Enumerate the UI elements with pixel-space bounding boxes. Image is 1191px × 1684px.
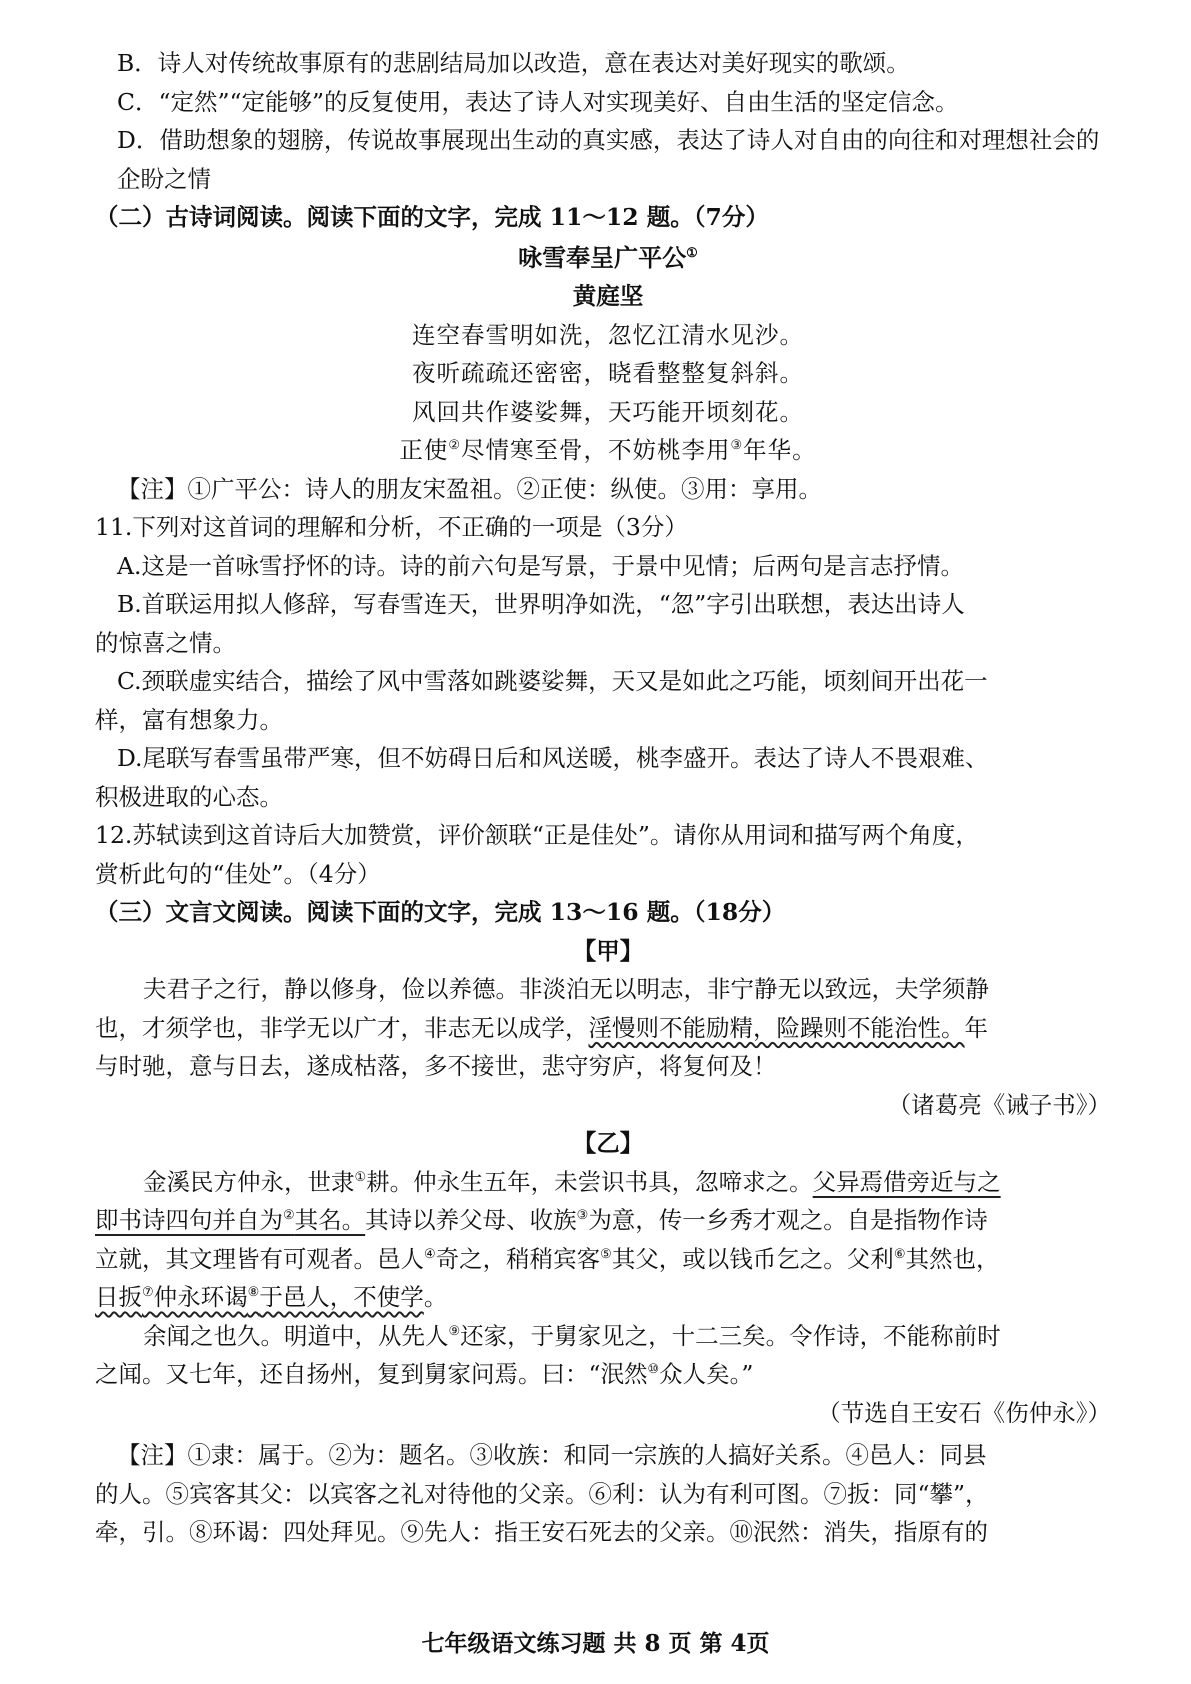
q10-option-c: C．“定然”“定能够”的反复使用，表达了诗人对实现美好、自由生活的坚定信念。 — [117, 87, 959, 116]
section2-heading: （二）古诗词阅读。阅读下面的文字，完成 11～12 题。（7分） — [95, 203, 769, 231]
passage-yi-note-line1: 【注】①隶：属于。②为：题名。③收族：和同一宗族的人搞好关系。④邑人：同县 — [117, 1441, 987, 1469]
q11-option-c-line1: C.颈联虚实结合，描绘了风中雪落如跳婆娑舞，天又是如此之巧能，顷刻间开出花一 — [117, 667, 988, 695]
q11-option-b-line1: B.首联运用拟人修辞，写春雪连天，世界明净如洗，“忽”字引出联想，表达出诗人 — [117, 590, 965, 618]
q11-option-a: A.这是一首咏雪抒怀的诗。诗的前六句是写景，于景中见情；后两句是言志抒情。 — [117, 551, 964, 580]
q11-option-d-line2: 积极进取的心态。 — [95, 782, 283, 811]
passage-jia-line1: 夫君子之行，静以修身，俭以养德。非淡泊无以明志，非宁静无以致远，夫学须静 — [143, 975, 989, 1003]
passage-yi-line4: 日扳⑦仲永环谒⑧于邑人，不使学。 — [95, 1283, 448, 1311]
passage-yi-line3: 立就，其文理皆有可观者。邑人④奇之，稍稍宾客⑤其父，或以钱币乞之。父利⑥其然也， — [95, 1244, 1000, 1273]
passage-yi-line2: 即书诗四句并自为②其名。其诗以养父母、收族③为意，传一乡秀才观之。自是指物作诗 — [95, 1206, 988, 1234]
passage-jia-source: （诸葛亮《诫子书》） — [887, 1090, 1111, 1119]
passage-yi-note-line2: 的人。⑤宾客其父：以宾客之礼对待他的父亲。⑥利：认为有利可图。⑦扳：同“攀”， — [95, 1479, 989, 1508]
q11-option-b-line2: 的惊喜之情。 — [95, 628, 236, 657]
poem-author: 黄庭坚 — [572, 282, 644, 310]
q12-line2: 赏析此句的“佳处”。（4分） — [95, 859, 381, 888]
q10-option-b: B．诗人对传统故事原有的悲剧结局加以改造，意在表达对美好现实的歌颂。 — [117, 49, 910, 77]
q11-stem: 11.下列对这首词的理解和分析，不正确的一项是（3分） — [95, 513, 688, 541]
q12-line1: 12.苏轼读到这首诗后大加赞赏，评价颔联“正是佳处”。请你从用词和描写两个角度， — [95, 821, 979, 849]
q11-option-c-line2: 样，富有想象力。 — [95, 705, 283, 734]
poem-line-4: 正使②尽情寒至骨，不妨桃李用③年华。 — [399, 436, 817, 464]
poem-note: 【注】①广平公：诗人的朋友宋盈祖。②正使：纵使。③用：享用。 — [117, 474, 822, 503]
passage-yi-line5: 余闻之也久。明道中，从先人⑨还家，于舅家见之，十二三矣。令作诗，不能称前时 — [143, 1321, 1001, 1350]
underlined-sentence-1-cont: 即书诗四句并自为②其名。 — [95, 1206, 366, 1234]
passage-yi-note-line3: 牵，引。⑧环谒：四处拜见。⑨先人：指王安石死去的父亲。⑩泯然：消失，指原有的 — [95, 1518, 988, 1546]
wavy-underlined-sentence-2: 日扳⑦仲永环谒⑧于邑人，不使学 — [95, 1283, 424, 1311]
section3-heading: （三）文言文阅读。阅读下面的文字，完成 13～16 题。（18分） — [95, 898, 786, 926]
page-footer: 七年级语文练习题 共 8 页 第 4页 — [421, 1630, 770, 1657]
poem-line-1: 连空春雪明如洗，忽忆江清水见沙。 — [412, 320, 804, 349]
poem-line-2: 夜听疏疏还密密，晓看整整复斜斜。 — [412, 359, 804, 387]
passage-jia-line2: 也，才须学也，非学无以广才，非志无以成学，淫慢则不能励精，险躁则不能治性。年 — [95, 1013, 988, 1042]
passage-yi-line1: 金溪民方仲永，世隶①耕。仲永生五年，未尝识书具，忽啼求之。父异焉借旁近与之 — [143, 1167, 1001, 1196]
passage-yi-line6: 之闻。又七年，还自扬州，复到舅家问焉。曰：“泯然⑩众人矣。” — [95, 1360, 754, 1388]
passage-yi-source: （节选自王安石《伤仲永》） — [817, 1398, 1111, 1427]
passage-yi-label: 【乙】 — [572, 1129, 644, 1157]
poem-title: 咏雪奉呈广平公① — [518, 242, 698, 272]
passage-jia-label: 【甲】 — [572, 936, 644, 965]
underlined-sentence-1: 父异焉借旁近与之 — [812, 1167, 1001, 1196]
wavy-underlined-sentence: 淫慢则不能励精，险躁则不能治性。 — [588, 1013, 965, 1042]
poem-line-3: 风回共作婆娑舞，天巧能开顷刻花。 — [412, 397, 804, 426]
q11-option-d-line1: D.尾联写春雪虽带严寒，但不妨碍日后和风送暖，桃李盛开。表达了诗人不畏艰难、 — [117, 744, 989, 772]
q10-option-d: D．借助想象的翅膀，传说故事展现出生动的真实感，表达了诗人对自由的向往和对理想社会的企盼之情 — [117, 126, 1100, 193]
passage-jia-line3: 与时驰，意与日去，遂成枯落，多不接世，悲守穷庐，将复何及！ — [95, 1052, 777, 1080]
